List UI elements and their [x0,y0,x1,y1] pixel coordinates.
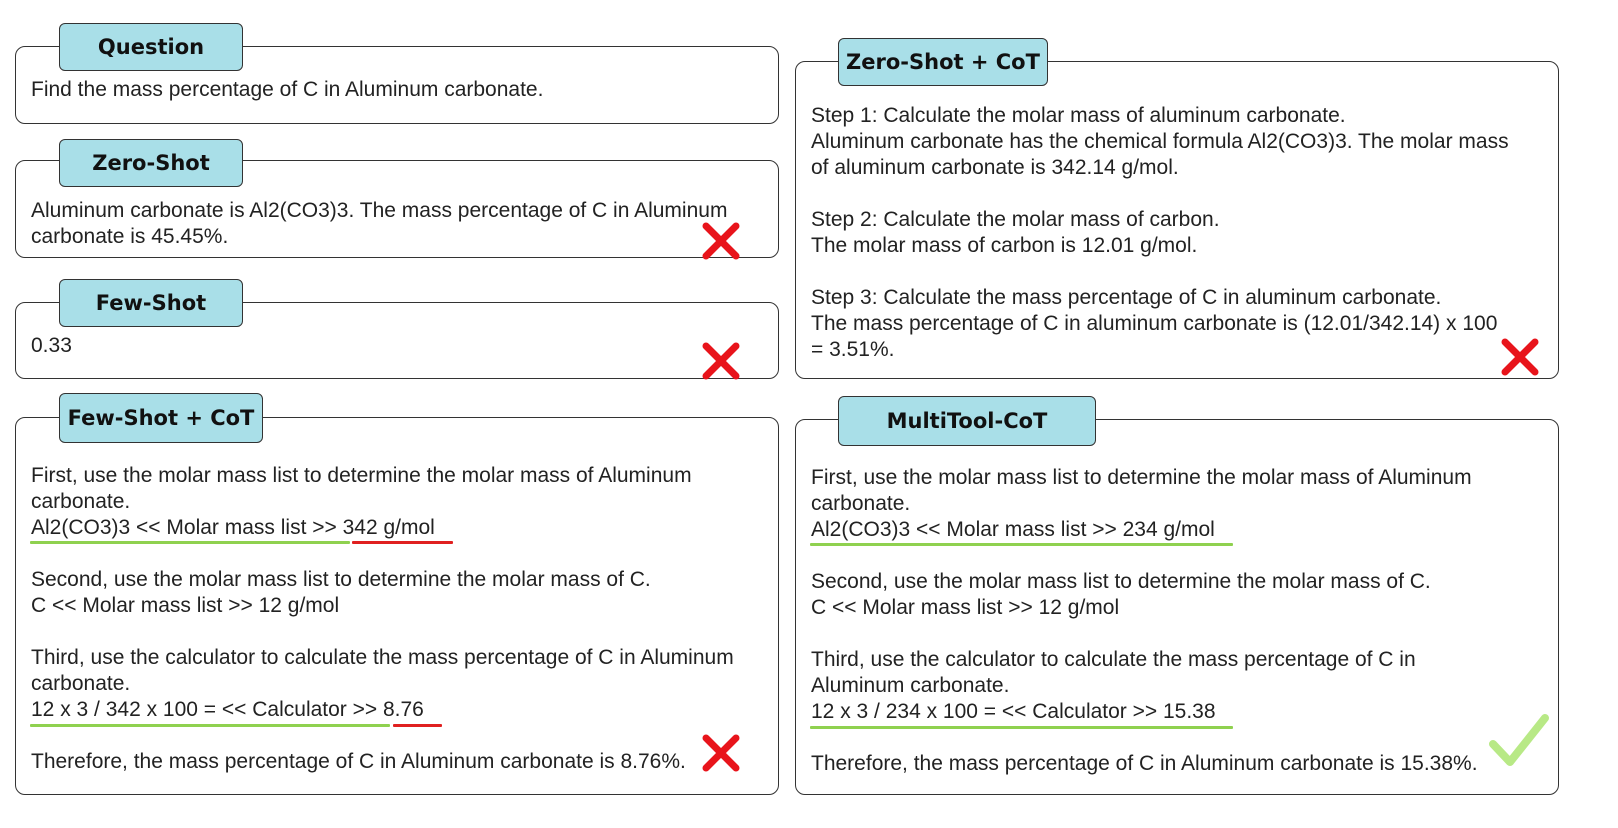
question-text: Find the mass percentage of C in Aluminum carbonate. [31,78,544,101]
answer-line: Aluminum carbonate. [811,674,1010,697]
answer-line: Aluminum carbonate is Al2(CO3)3. The mass percentage of C in Aluminum [31,199,728,222]
wrong-underline [352,541,453,544]
answer-line: Al2(CO3)3 << Molar mass list >> 342 g/mol [31,516,435,539]
zero-shot-cot-tag: Zero-Shot + CoT [838,38,1048,86]
answer-line: Second, use the molar mass list to determine the molar mass of C. [31,568,651,591]
answer-line: The mass percentage of C in aluminum carbonate is (12.01/342.14) x 100 [811,312,1498,335]
answer-line: First, use the molar mass list to determine the molar mass of Aluminum [31,464,692,487]
few-shot-cot-tag: Few-Shot + CoT [59,393,263,443]
answer-line: carbonate. [811,492,911,515]
cross-icon [702,734,740,772]
answer-line: Al2(CO3)3 << Molar mass list >> 234 g/mol [811,518,1215,541]
answer-line: First, use the molar mass list to determine the molar mass of Aluminum [811,466,1472,489]
answer-line: C << Molar mass list >> 12 g/mol [31,594,340,617]
answer-line: Therefore, the mass percentage of C in Aluminum carbonate is 8.76%. [31,750,686,773]
answer-line: Aluminum carbonate has the chemical formula Al2(CO3)3. The molar mass [811,130,1509,153]
few-shot-answer: 0.33 [31,334,72,357]
correct-underline [30,541,350,544]
answer-line: 12 x 3 / 342 x 100 = << Calculator >> 8.76 [31,698,424,721]
answer-line: of aluminum carbonate is 342.14 g/mol. [811,156,1179,179]
answer-line: carbonate is 45.45%. [31,225,229,248]
answer-line: Step 3: Calculate the mass percentage of C in aluminum carbonate. [811,286,1442,309]
few-shot-tag: Few-Shot [59,279,243,327]
multitool-cot-answer [811,465,1478,777]
cross-icon [702,222,740,260]
check-icon [1488,712,1550,768]
answer-line: Therefore, the mass percentage of C in Aluminum carbonate is 15.38%. [811,752,1478,775]
answer-line: carbonate. [31,672,131,695]
answer-line: Second, use the molar mass list to determine the molar mass of C. [811,570,1431,593]
answer-line: Step 1: Calculate the molar mass of aluminum carbonate. [811,104,1346,127]
zero-shot-tag: Zero-Shot [59,139,243,187]
question-tag: Question [59,23,243,71]
answer-line: The molar mass of carbon is 12.01 g/mol. [811,234,1198,257]
answer-line: Third, use the calculator to calculate the mass percentage of C in Aluminum [31,646,734,669]
multitool-cot-tag: MultiTool-CoT [838,396,1096,446]
answer-line: Step 2: Calculate the molar mass of carbon. [811,208,1220,231]
zero-shot-answer [31,198,727,250]
cross-icon [702,342,740,380]
correct-underline [30,724,390,727]
wrong-underline [393,724,442,727]
answer-line: carbonate. [31,490,131,513]
answer-line: = 3.51%. [811,338,895,361]
correct-underline [810,726,1233,729]
cross-icon [1501,338,1539,376]
answer-line: Third, use the calculator to calculate the mass percentage of C in [811,648,1416,671]
answer-line: C << Molar mass list >> 12 g/mol [811,596,1120,619]
correct-underline [810,543,1233,546]
zero-shot-cot-answer [811,103,1509,363]
answer-line: 12 x 3 / 234 x 100 = << Calculator >> 15.38 [811,700,1216,723]
few-shot-cot-answer [31,463,734,775]
